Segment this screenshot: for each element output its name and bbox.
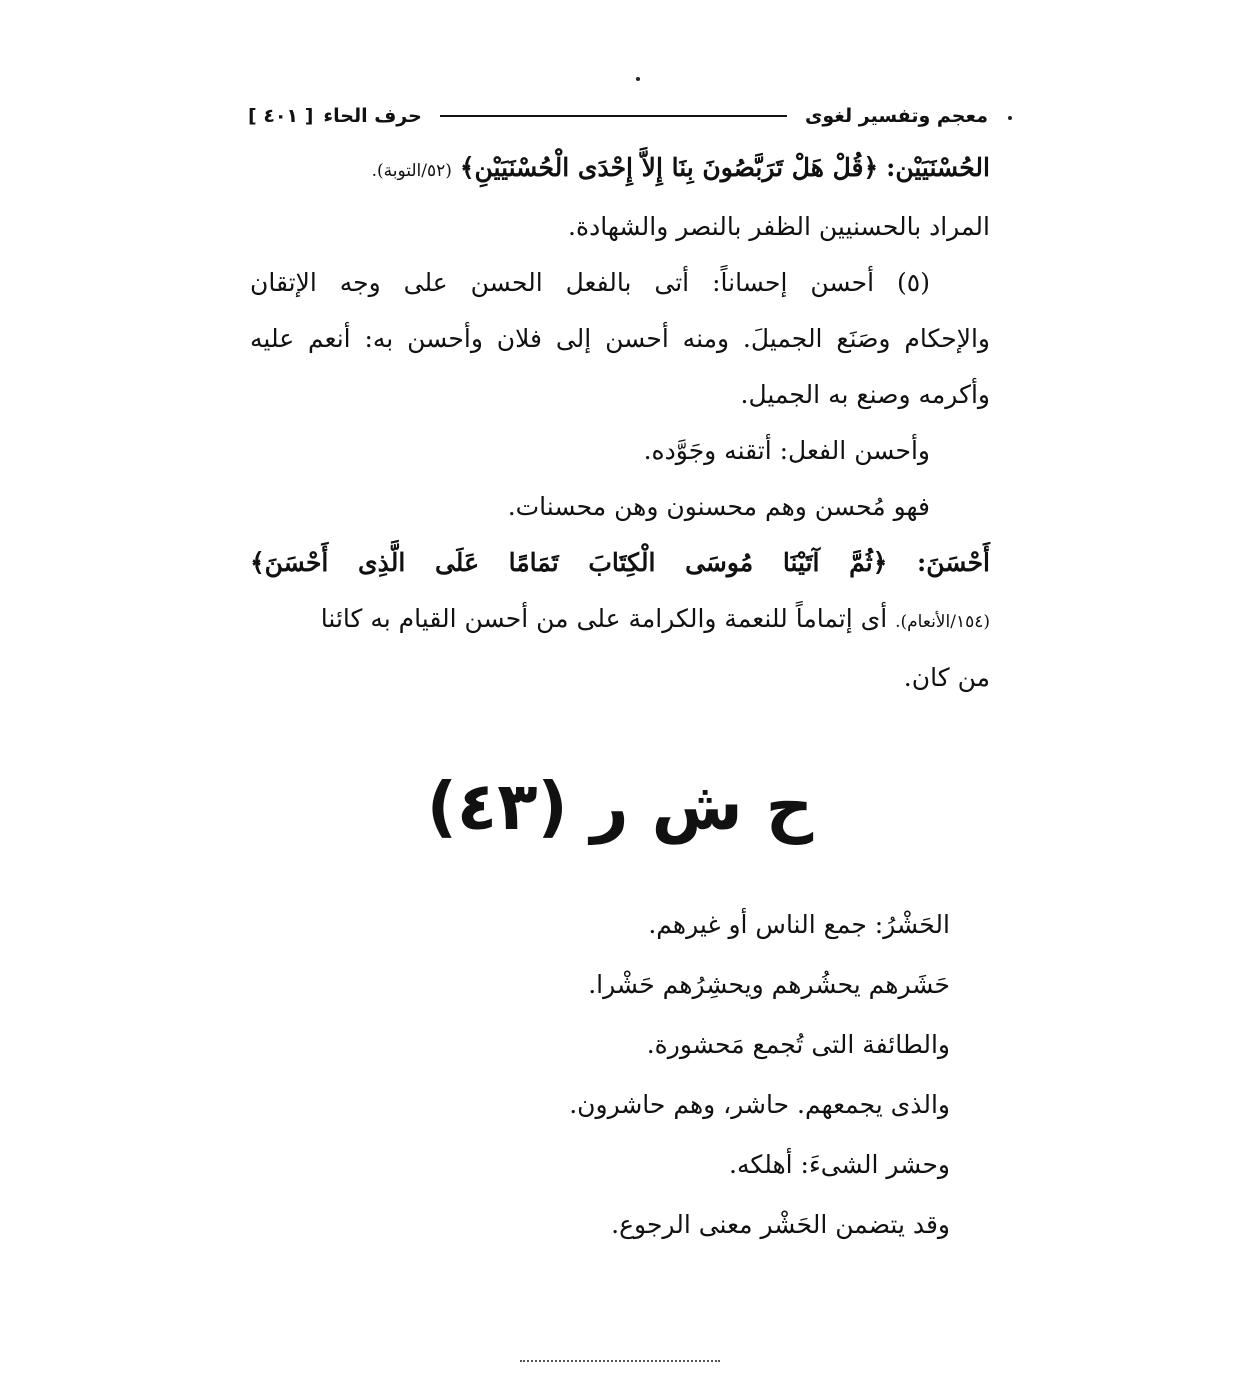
line-6: وأحسن الفعل: أتقنه وجَوَّده. [643,436,930,465]
quran-verse: ﴿قُلْ هَلْ تَرَبَّصُونَ بِنَا إِلاَّ إِحْدَى الْحُسْنَيَيْنِ﴾ [459,153,879,182]
verse-reference: (١٥٤/الأنعام). [895,612,990,632]
root-line-3: والطائفة التى تُجمع مَحشورة. [646,1030,950,1059]
line-7: فهو مُحسن وهم محسنون وهن محسنات. [507,492,930,521]
page-number: [ ٤٠١ ] [248,105,314,127]
scan-edge-mark [520,1360,720,1368]
section-title: حرف الحاء [323,105,422,127]
line-9: (١٥٤/الأنعام). أى إتماماً للنعمة والكرامة على من أحسن القيام به كائنا [320,604,990,633]
line-1 [250,140,990,199]
root-entry-text [500,895,950,1255]
line-2: المراد بالحسنيين الظفر بالنصر والشهادة. [568,212,990,241]
entry-text [250,140,990,706]
root-line-1: الحَشْرُ: جمع الناس أو غيرهم. [648,910,950,939]
root-heading: ح ش ر (٤٣) [426,768,814,845]
line-3: (٥) أحسن إحساناً: أتى بالفعل الحسن على وجه الإتقان [250,268,930,297]
root-line-5: وحشر الشىءَ: أهلكه. [729,1150,950,1179]
book-title: معجم وتفسير لغوى [804,105,988,127]
scan-speck [1008,116,1012,120]
line-8 [250,535,990,591]
term-ahsana: أَحْسَنَ: [917,548,990,577]
root-line-6: وقد يتضمن الحَشْر معنى الرجوع. [611,1210,950,1239]
line-5: وأكرمه وصنع به الجميل. [740,380,990,409]
header-rule [440,115,787,117]
running-header [248,96,988,136]
verse-reference: (٥٢/التوبة). [371,161,452,181]
term-husnayayn: الحُسْنَيَيْن: [886,153,990,182]
line-4: والإحكام وصَنَع الجميلَ. ومنه أحسن إلى فلان وأحسن به: أنعم عليه [250,324,990,353]
root-line-2: حَشَرهم يحشُرهم ويحشِرُهم حَشْرا. [588,970,950,999]
root-line-4: والذى يجمعهم. حاشر، وهم حاشرون. [569,1090,950,1119]
quran-verse: ﴿ثُمَّ آتَيْنَا مُوسَى الْكِتَابَ تَمَامًا عَلَى الَّذِى أَحْسَنَ﴾ [250,548,888,577]
scan-speck [636,77,640,81]
line-10: من كان. [903,663,990,692]
